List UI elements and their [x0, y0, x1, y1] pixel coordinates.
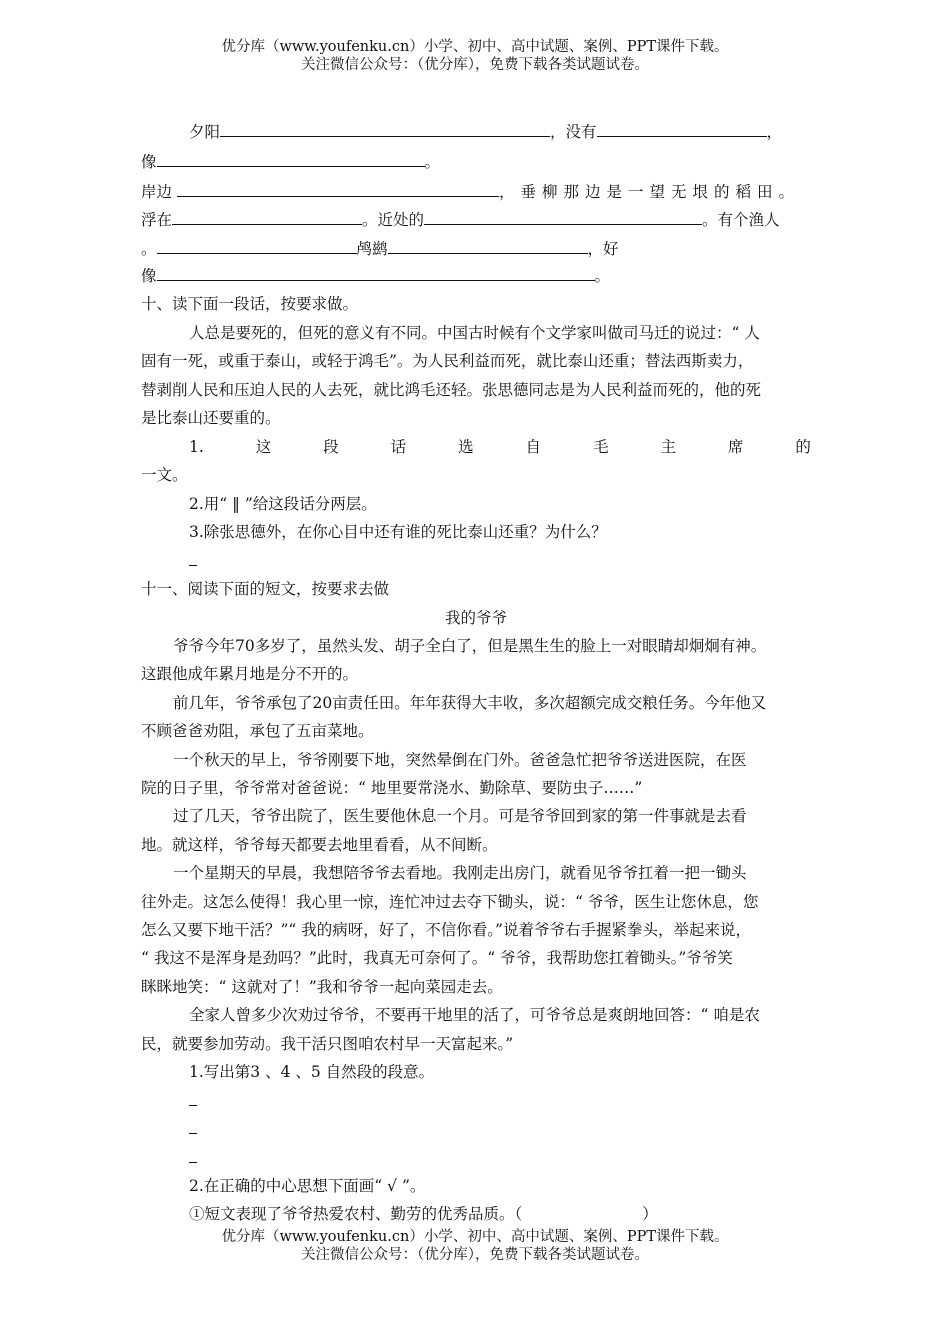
question-10-2: 2.用“ ‖ ”给这段话分两层。	[189, 495, 377, 513]
fill-line-4	[141, 209, 811, 230]
section-10-title: 十、读下面一段话，按要求做。	[141, 295, 359, 313]
story-line: 不顾爸爸劝阻，承包了五亩菜地。	[141, 722, 374, 740]
answer-blank[interactable]	[220, 121, 550, 137]
fill-text: 岸边	[141, 183, 173, 201]
question-10-1-end: 一文。	[141, 466, 188, 484]
answer-blank[interactable]	[157, 151, 425, 167]
fill-text: 。	[141, 240, 157, 258]
story-line: 一个秋天的早上，爷爷刚要下地，突然晕倒在门外。爸爸急忙把爷爷送进医院，在医	[173, 751, 747, 769]
footer-line-1: 优分库（www.youfenku.cn）小学、初中、高中试题、案例、PPT课件下载。	[221, 1229, 729, 1245]
answer-line[interactable]	[141, 1148, 859, 1168]
question-10-1	[189, 437, 811, 457]
header-line-1: 优分库（www.youfenku.cn）小学、初中、高中试题、案例、PPT课件下载。	[221, 39, 729, 55]
story-line: 院的日子里，爷爷常对爸爸说：“ 地里要常浇水、勤除草、要防虫子……”	[141, 779, 643, 797]
story-line: 眯眯地笑：“ 这就对了！”我和爷爷一起向菜园走去。	[141, 978, 503, 996]
option-text-end: ）	[642, 1205, 658, 1223]
fill-text: ，垂柳那边是一望无垠的稻田。	[498, 183, 800, 201]
header-line-2: 关注微信公众号：（优分库），免费下载各类试题试卷。	[301, 57, 649, 73]
option-text: ①短文表现了爷爷热爱农村、勤劳的优秀品质。（	[189, 1205, 523, 1223]
word: 这	[255, 438, 272, 456]
fill-line-2	[141, 151, 811, 172]
fill-text: 像	[141, 153, 157, 171]
answer-blank[interactable]	[177, 181, 499, 197]
fill-line-3	[141, 181, 811, 202]
fill-text: 。	[594, 267, 611, 285]
word: 自	[525, 438, 542, 456]
word: 话	[390, 438, 407, 456]
fill-text: 。	[424, 153, 441, 171]
answer-dash	[189, 554, 197, 566]
footer-line-2: 关注微信公众号：（优分库），免费下载各类试题试卷。	[301, 1247, 649, 1263]
fill-line-1	[141, 121, 859, 142]
answer-blank[interactable]	[597, 121, 767, 137]
fill-line-5	[141, 238, 811, 259]
word: 毛	[593, 438, 609, 456]
answer-blank[interactable]	[157, 238, 357, 254]
word: 席	[727, 438, 744, 456]
question-11-2-option-1	[141, 1204, 859, 1224]
fill-text: 像	[141, 267, 157, 285]
story-line: 怎么又要下地干活？”“ 我的病呀，好了，不信你看。”说着爷爷右手握紧拳头，举起来说，	[141, 921, 751, 939]
answer-dash	[189, 1122, 197, 1134]
fill-text: 鸬鹚	[356, 240, 388, 258]
answer-dash	[189, 1151, 197, 1163]
fill-line-6	[141, 265, 811, 286]
story-line: 前几年，爷爷承包了20亩责任田。年年获得大丰收，多次超额完成交粮任务。今年他又	[173, 694, 767, 712]
story-line: “ 我这不是浑身是劲吗？”此时，我真无可奈何了。“ 爷爷，我帮助您扛着锄头。”爷爷笑	[141, 949, 733, 967]
answer-blank[interactable]	[424, 209, 702, 225]
answer-line[interactable]	[141, 551, 859, 571]
question-11-1: 1.写出第3 、4 、5 自然段的段意。	[189, 1063, 435, 1081]
story-line: 过了几天，爷爷出院了，医生要他休息一个月。可是爷爷回到家的第一件事就是去看	[173, 807, 747, 825]
fill-text: 浮在	[141, 211, 173, 229]
story-title: 我的爷爷	[444, 609, 507, 627]
story-line: 这跟他成年累月地是分不开的。	[141, 665, 359, 683]
fill-text: ，	[766, 123, 783, 141]
answer-line[interactable]	[141, 1119, 859, 1139]
passage-line: 替剥削人民和压迫人民的人去死，就比鸿毛还轻。张思德同志是为人民利益而死的，他的死	[141, 381, 762, 399]
word: 的	[795, 438, 811, 456]
question-11-2: 2.在正确的中心思想下面画“ √ ”。	[189, 1177, 426, 1195]
fill-text: 夕阳	[189, 123, 221, 141]
fill-text: 。有个渔人	[702, 211, 780, 229]
passage-line: 是比泰山还要重的。	[141, 409, 281, 427]
answer-dash	[189, 1094, 197, 1106]
word: 主	[660, 438, 676, 456]
answer-blank[interactable]	[172, 209, 362, 225]
fill-text: ，没有	[550, 123, 597, 141]
word: 1.	[189, 438, 204, 456]
story-line: 往外走。这怎么使得！我心里一惊，连忙冲过去夺下锄头，说：“ 爷爷，医生让您休息，您	[141, 893, 759, 911]
word: 选	[458, 438, 474, 456]
passage-line: 人总是要死的，但死的意义有不同。中国古时候有个文学家叫做司马迁的说过：“ 人	[189, 324, 760, 342]
answer-line[interactable]	[141, 1091, 859, 1111]
section-11-title: 十一、阅读下面的短文，按要求去做	[141, 580, 390, 598]
question-10-3: 3.除张思德外，在你心目中还有谁的死比泰山还重？为什么？	[189, 523, 607, 541]
answer-blank[interactable]	[388, 238, 588, 254]
answer-blank[interactable]	[157, 265, 595, 281]
fill-text: ，好	[587, 240, 619, 258]
fill-text: 。近处的	[362, 211, 425, 229]
word: 段	[323, 438, 339, 456]
story-line: 一个星期天的早晨，我想陪爷爷去看地。我刚走出房门，就看见爷爷扛着一把一锄头	[173, 864, 747, 882]
passage-line: 固有一死，或重于泰山，或轻于鸿毛”。为人民利益而死，就比泰山还重；替法西斯卖力，	[141, 352, 754, 370]
story-line: 爷爷今年70多岁了，虽然头发、胡子全白了，但是黑生生的脸上一对眼睛却炯炯有神。	[173, 637, 767, 655]
story-line: 全家人曾多少次劝过爷爷，不要再干地里的活了，可爷爷总是爽朗地回答：“ 咱是农	[189, 1006, 760, 1024]
story-line: 地。就这样，爷爷每天都要去地里看看，从不间断。	[141, 836, 498, 854]
story-line: 民，就要参加劳动。我干活只图咱农村早一天富起来。”	[141, 1035, 514, 1053]
